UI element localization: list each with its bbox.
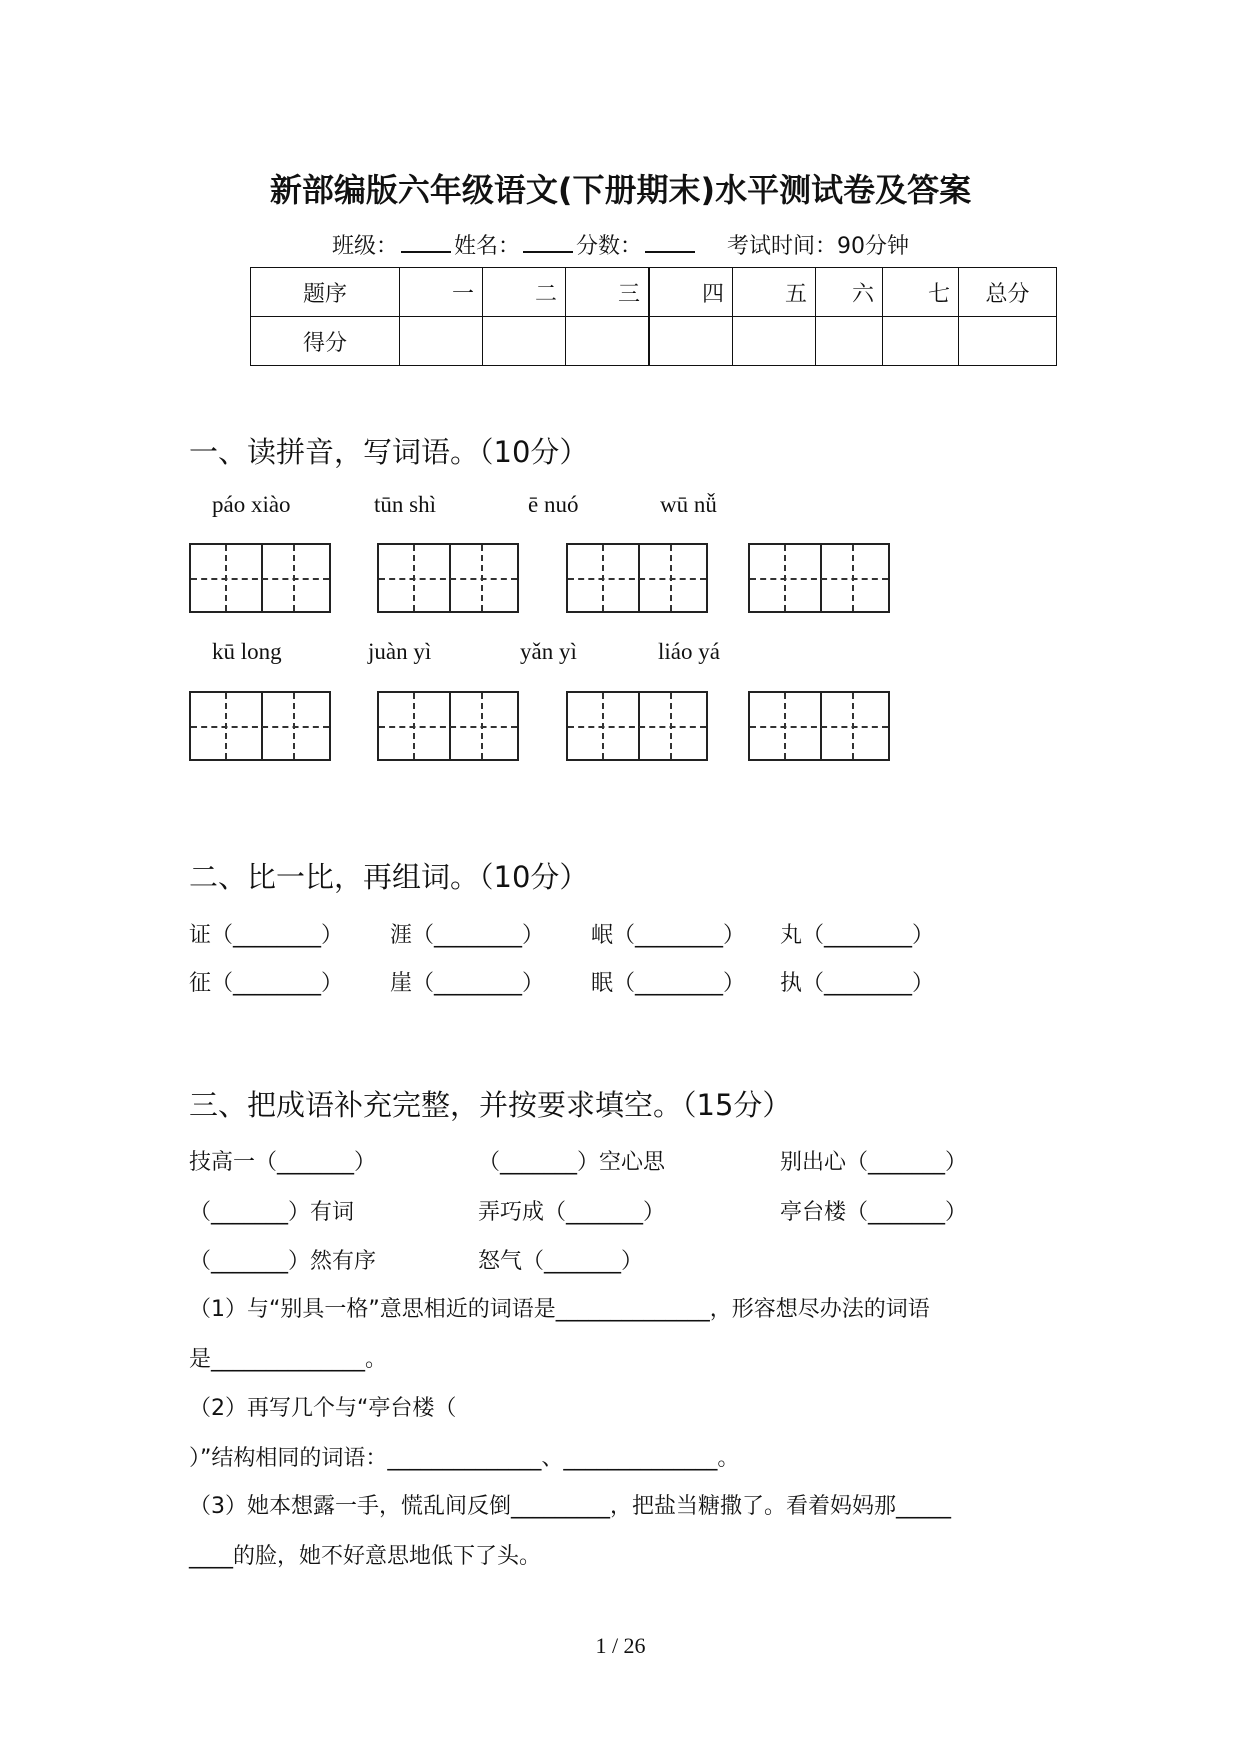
writing-grid[interactable] <box>566 543 708 613</box>
question-line: （3）她本想露一手，慌乱间反倒_________，把盐当糖撒了。看着妈妈那_____ <box>189 1494 951 1519</box>
score-cell[interactable] <box>483 317 566 366</box>
header-cell: 六 <box>816 268 883 317</box>
idiom-item[interactable]: （_______）空心思 <box>478 1150 666 1175</box>
class-label: 班级： <box>331 234 398 259</box>
idiom-item[interactable]: 怒气（_______） <box>478 1249 644 1274</box>
exam-time: 考试时间：90分钟 <box>727 234 910 259</box>
question-line: 是______________。 <box>189 1347 388 1372</box>
word-item[interactable]: 丸（________） <box>780 923 935 948</box>
score-cell[interactable] <box>649 317 733 366</box>
class-blank[interactable] <box>401 233 451 253</box>
writing-grid[interactable] <box>748 543 890 613</box>
word-item[interactable]: 证（________） <box>189 923 344 948</box>
word-item[interactable]: 征（________） <box>189 971 344 996</box>
question-line: ____的脸，她不好意思地低下了头。 <box>189 1544 542 1569</box>
name-label: 姓名： <box>453 234 520 259</box>
score-table-header-row <box>251 268 1057 317</box>
pinyin: tūn shì <box>374 492 436 517</box>
idiom-item[interactable]: 弄巧成（_______） <box>478 1200 666 1225</box>
score-cell[interactable] <box>959 317 1057 366</box>
idiom-item[interactable]: （_______）然有序 <box>189 1249 377 1274</box>
pinyin: kū long <box>212 639 282 664</box>
header-cell: 五 <box>733 268 816 317</box>
score-cell[interactable] <box>883 317 959 366</box>
word-item[interactable]: 执（________） <box>780 971 935 996</box>
idiom-item[interactable]: （_______）有词 <box>189 1200 355 1225</box>
word-item[interactable]: 眠（________） <box>591 971 746 996</box>
idiom-item[interactable]: 亭台楼（_______） <box>780 1200 968 1225</box>
writing-grid[interactable] <box>748 691 890 761</box>
pinyin: yǎn yì <box>520 639 577 664</box>
writing-grid[interactable] <box>377 543 519 613</box>
section3-heading: 三、把成语补充完整，并按要求填空。（15分） <box>189 1088 792 1122</box>
page-number: 1 / 26 <box>595 1633 646 1658</box>
score-cell[interactable] <box>566 317 650 366</box>
row-label: 得分 <box>251 317 400 366</box>
pinyin: wū nǚ <box>660 492 717 517</box>
question-line: （1）与“别具一格”意思相近的词语是______________，形容想尽办法的词语 <box>189 1297 930 1322</box>
word-item[interactable]: 涯（________） <box>390 923 545 948</box>
word-item[interactable]: 崖（________） <box>390 971 545 996</box>
question-line: （2）再写几个与“亭台楼（ <box>189 1396 457 1421</box>
header-cell: 四 <box>649 268 733 317</box>
page-title: 新部编版六年级语文(下册期末)水平测试卷及答案 <box>269 171 972 209</box>
header-cell: 二 <box>483 268 566 317</box>
header-cell: 一 <box>400 268 483 317</box>
pinyin: ē nuó <box>528 492 579 517</box>
header-cell: 题序 <box>251 268 400 317</box>
word-item[interactable]: 岷（________） <box>591 923 746 948</box>
writing-grid[interactable] <box>377 691 519 761</box>
writing-grid[interactable] <box>189 691 331 761</box>
header-cell: 七 <box>883 268 959 317</box>
pinyin: liáo yá <box>658 639 720 664</box>
header-cell: 总分 <box>959 268 1057 317</box>
score-table-score-row <box>251 317 1057 366</box>
section1-heading: 一、读拼音，写词语。（10分） <box>189 435 589 469</box>
student-info-line <box>0 229 1241 260</box>
writing-grid[interactable] <box>566 691 708 761</box>
score-cell[interactable] <box>816 317 883 366</box>
score-cell[interactable] <box>733 317 816 366</box>
header-cell: 三 <box>566 268 650 317</box>
name-blank[interactable] <box>523 233 573 253</box>
writing-grid[interactable] <box>189 543 331 613</box>
score-blank[interactable] <box>645 233 695 253</box>
idiom-item[interactable]: 技高一（_______） <box>189 1150 377 1175</box>
score-label: 分数： <box>576 234 643 259</box>
score-table <box>250 267 1057 366</box>
pinyin: páo xiào <box>212 492 291 517</box>
pinyin: juàn yì <box>368 639 432 664</box>
idiom-item[interactable]: 别出心（_______） <box>780 1150 968 1175</box>
score-cell[interactable] <box>400 317 483 366</box>
question-line: ）”结构相同的词语：______________、______________。 <box>189 1446 740 1471</box>
section2-heading: 二、比一比，再组词。（10分） <box>189 860 589 894</box>
